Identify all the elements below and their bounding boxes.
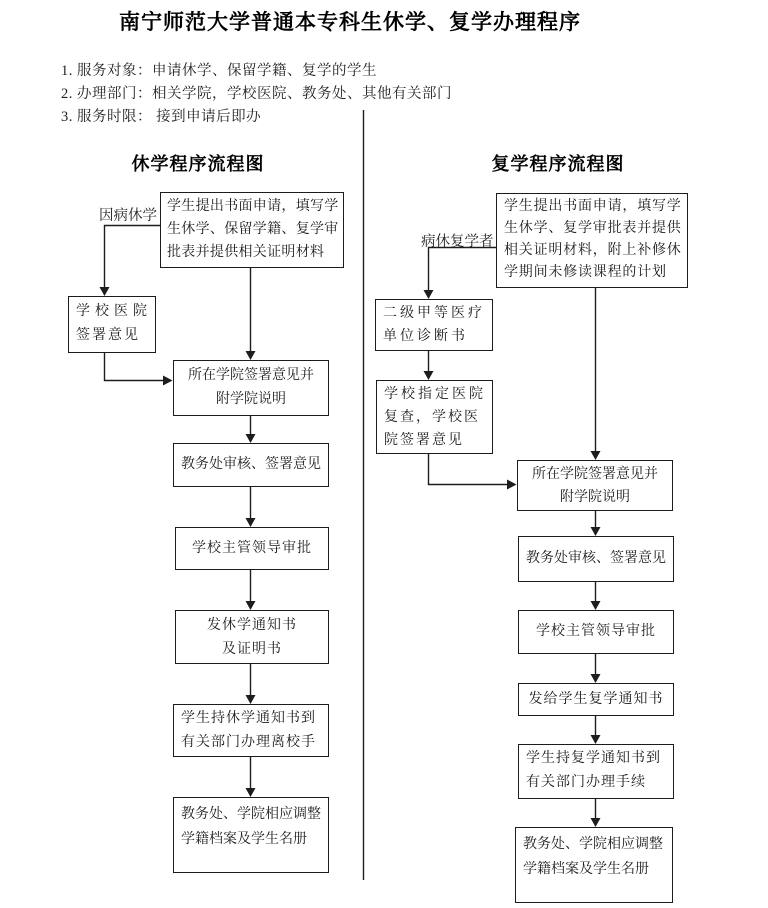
- flow-box-line: 发给学生复学通知书: [528, 691, 664, 707]
- left-flowchart-title: 休学程序流程图: [131, 154, 265, 174]
- page-title: 南宁师范大学普通本专科生休学、复学办理程序: [119, 10, 581, 34]
- flow-box-line: 复查，学校医: [384, 410, 480, 425]
- flow-box-line: 所在学院签署意见并: [532, 467, 658, 482]
- intro-item-time-limit: 3. 服务时限： 接到申请后即办: [61, 109, 262, 125]
- flow-box-right-college-sign: [517, 460, 673, 511]
- flow-box-line: 学校主管领导审批: [536, 624, 656, 639]
- flow-box-line: 附学院说明: [216, 392, 286, 407]
- flow-box-left-academic-office: [173, 443, 329, 487]
- flow-box-line: 及证明书: [222, 642, 282, 657]
- flow-box-line: 生休学、复学审批表并提供: [504, 221, 682, 236]
- flow-box-line: 批表并提供相关证明材料: [167, 245, 325, 260]
- flow-box-right-recheck: [376, 380, 493, 454]
- flow-box-left-adjust-records: [173, 797, 329, 873]
- right-flowchart-title: 复学程序流程图: [491, 154, 625, 174]
- flow-box-left-leave-procedures: [173, 704, 329, 757]
- flow-box-line: 学籍档案及学生名册: [523, 862, 649, 877]
- flow-box-line: 学生持复学通知书到: [526, 751, 661, 766]
- flow-box-line: 教务处、学院相应调整: [181, 807, 321, 822]
- flow-box-line: 教务处审核、签署意见: [181, 457, 321, 472]
- flow-box-right-adjust-records: [515, 827, 673, 903]
- flow-box-line: 学生提出书面申请，填写学: [504, 199, 682, 214]
- flow-box-line: 教务处审核、签署意见: [526, 551, 666, 566]
- flow-box-line: 有关部门办理离校手: [181, 735, 316, 750]
- flow-box-left-issue-notice: [175, 610, 329, 664]
- flow-box-line: 学生持休学通知书到: [181, 711, 316, 726]
- flow-box-line: 单位诊断书: [383, 329, 468, 344]
- flow-box-right-academic-office: [518, 536, 674, 582]
- flow-box-right-issue-notice: [518, 683, 674, 716]
- flow-box-right-leader-approve: [518, 610, 674, 654]
- flow-box-line: 签署意见: [76, 328, 140, 343]
- flow-box-line: 学校医院: [76, 304, 152, 319]
- flow-box-right-handle-procedures: [518, 744, 674, 799]
- flow-box-line: 学生提出书面申请，填写学: [167, 199, 339, 214]
- flow-box-line: 相关证明材料，附上补修休: [504, 243, 682, 258]
- flow-box-line: 学籍档案及学生名册: [181, 832, 307, 847]
- intro-item-service-target: 1. 服务对象：申请休学、保留学籍、复学的学生: [61, 63, 377, 79]
- right-entry-label: 病休复学者: [421, 234, 494, 250]
- flow-box-left-leader-approve: [175, 527, 329, 570]
- flow-box-line: 所在学院签署意见并: [188, 368, 314, 383]
- flow-box-line: 院签署意见: [384, 433, 464, 448]
- left-entry-label: 因病休学: [99, 208, 157, 224]
- flow-box-line: 学校指定医院: [384, 387, 486, 402]
- flow-box-left-college-sign: [173, 360, 329, 416]
- flow-box-line: 学期间未修读课程的计划: [504, 265, 667, 280]
- flow-box-line: 二级甲等医疗: [383, 306, 485, 321]
- flow-box-left-apply: [160, 192, 344, 268]
- flow-box-line: 发休学通知书: [207, 618, 297, 633]
- flow-box-line: 教务处、学院相应调整: [523, 837, 663, 852]
- flow-box-line: 学校主管领导审批: [192, 540, 312, 556]
- flow-box-line: 生休学、保留学籍、复学审: [167, 222, 339, 237]
- flow-box-right-diagnosis: [375, 299, 493, 351]
- flow-box-line: 附学院说明: [560, 490, 630, 505]
- flow-box-right-apply: [496, 193, 688, 288]
- intro-item-departments: 2. 办理部门：相关学院，学校医院、教务处、其他有关部门: [61, 86, 452, 102]
- flow-box-left-hospital: [68, 296, 156, 353]
- flow-box-line: 有关部门办理手续: [526, 775, 646, 790]
